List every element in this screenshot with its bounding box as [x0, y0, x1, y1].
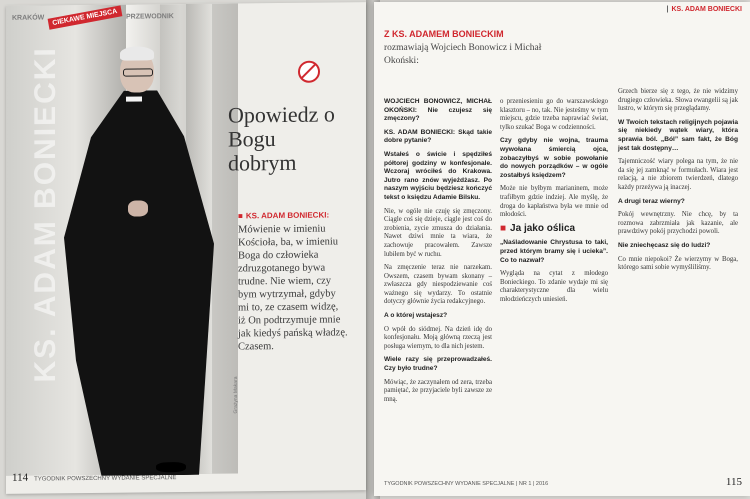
- interview-question: Czy gdyby nie wojna, trauma wywołana śmiercią ojca, zobaczyłbyś w sobie powołanie do nowych porządków – w ogóle zostałbyś księdzem?: [500, 137, 608, 179]
- interview-question: Wstałeś o świcie i spędziłeś półtorej godziny w konfesjonale. Wczoraj wróciłeś do Krakowa. Jutro rano znów wyjeżdżasz. Po naszym wyjściu będziesz kończyć tekst o księdzu Adamie Bilsku.: [384, 150, 492, 201]
- interview-answer: Co mnie niepokoi? Że wierzymy w Boga, którego sami sobie wymyśliliśmy.: [618, 255, 738, 272]
- subhead-text: Ja jako oślica: [510, 222, 576, 234]
- left-page: [6, 2, 366, 494]
- pull-quote: Mówienie w imieniu Kościoła, ba, w imieniu Boga do człowieka zdruzgotanego bywa trudne. Nie wiem, czy bym wytrzymał, gdyby mi to, ze czasem widzę, iż On podtrzymuje mnie jak kiedyś pańską władzę. Czasem.: [238, 223, 348, 353]
- article-intro: [384, 28, 544, 68]
- running-head-text: KS. ADAM BONIECKI: [671, 6, 742, 13]
- interview-question: „Naśladowanie Chrystusa to taki, przed którym bramy się i ucieka”. Co to nazwał?: [500, 239, 608, 264]
- interview-answer: Nie, w ogóle nie czuję się zmęczony. Ciągle coś się dzieje, ciągle jest coś do zrobienia, zycie zmusza do działania. Nawet dziwi mnie ta wiara, że zachowuje pracowałem. Zawsze lubiłem być w ruchu.: [384, 207, 492, 258]
- priest-hair: [120, 46, 154, 60]
- text-column-1: [384, 98, 492, 409]
- intro-interviewers: rozmawiają Wojciech Bonowicz i Michał Okoński:: [384, 43, 542, 66]
- running-head: [667, 6, 743, 13]
- section-tab-label: KRAKÓW: [12, 13, 45, 22]
- interview-answer: Grzech bierze się z tego, że nie widzimy drugiego człowieka. Słowa ewangelii są jak lustro, w którym się przeglądamy.: [618, 88, 738, 113]
- publication-name: TYGODNIK POWSZECHNY WYDANIE SPECJALNE | NR 1 | 2016: [384, 481, 549, 487]
- interview-question: Nie zniechęcasz się do ludzi?: [618, 241, 711, 249]
- interview-answer: O wpół do siódmej. Na dzień idę do konfesjonału. Moją główną rzeczą jest posługa wiernym, to dla nich jestem.: [384, 325, 492, 350]
- interview-question: KS. ADAM BONIECKI: Skąd takie dobre pytanie?: [384, 128, 492, 145]
- interview-question: WOJCIECH BONOWICZ, MICHAŁ OKOŃSKI: Nie czujesz się zmęczony?: [384, 98, 492, 123]
- section-subhead: [500, 222, 608, 234]
- left-folio: [12, 470, 176, 484]
- right-folio: [384, 476, 742, 488]
- right-page: [374, 2, 750, 496]
- pull-quote-author: [238, 211, 329, 221]
- text-column-3: [618, 88, 738, 278]
- interview-answer: Wygląda na cytat z młodego Bonieckiego. To zdanie wydaje mi się charakterystyczne dla wielu młodzieńczych uniesień.: [500, 270, 608, 303]
- page-number: 114: [12, 471, 29, 484]
- interview-question: Wiele razy się przeprowadzałeś. Czy było trudne?: [384, 356, 492, 373]
- publication-name: TYGODNIK POWSZECHNY WYDANIE SPECJALNE: [34, 475, 177, 483]
- vertical-name: KS. ADAM BONIECKI: [29, 46, 62, 383]
- photo-credit: Grażyna Makara: [233, 376, 239, 414]
- text-column-2: [500, 98, 608, 309]
- priest-collar: [126, 96, 142, 101]
- interview-question: A o której wstajesz?: [384, 312, 448, 320]
- section-badge: CIEKAWE MIEJSCA: [48, 5, 123, 29]
- article-headline: Opowiedz o Bogu dobrym: [228, 101, 335, 176]
- interview-question: W Twoich tekstach religijnych pojawia się niekiedy wątek wiary, która sprawia ból. „Ból” sam fakt, że Bóg jest tak dostępny…: [618, 118, 738, 152]
- interview-answer: Na zmęczenie teraz nie narzekam. Owszem, czasem bywam skonany – zwłaszcza gdy niespodziewanie coś ważnego się wydarzy. To ostatnie dotyczy głównie życia redakcyjnego.: [384, 264, 492, 306]
- interview-answer: Może nie byłbym marianinem, może trafiłbym gdzie indziej. Ale myślę, że droga do kapłaństwa była we mnie od młodości.: [500, 185, 608, 219]
- page-number: 115: [725, 476, 742, 488]
- intro-interviewee: Z KS. ADAMEM BONIECKIM: [384, 29, 504, 39]
- quote-marker-icon: ■: [238, 211, 243, 221]
- pull-quote-author-name: KS. ADAM BONIECKI:: [245, 210, 330, 221]
- running-head-bar: |: [666, 6, 669, 13]
- interview-answer: o przeniesieniu go do warszawskiego klasztoru – no, tak. Nie jesteśmy w tym miejscu, gdzie trzeba naprawiać świat, tylko szukać Boga w codzienności.: [500, 98, 608, 131]
- interview-answer: Mówiąc, że zaczynałem od zera, trzeba pamiętać, że przyjaciele byli zawsze ze mną.: [384, 378, 492, 403]
- glasses-icon: [123, 68, 153, 76]
- section-tab: [6, 8, 180, 26]
- interview-answer: Tajemniczość wiary polega na tym, że nie da się jej zamknąć w formułach. Wiara jest relacją, a nie zbiorem twierdzeń, dlatego każdy przeżywa ją inaczej.: [618, 158, 738, 191]
- priest-hands: [128, 200, 148, 216]
- no-smoking-icon: [298, 61, 320, 83]
- subhead-marker-icon: ■: [500, 222, 507, 234]
- section-tail: PRZEWODNIK: [126, 12, 174, 21]
- interview-question: A drugi teraz wierny?: [618, 197, 685, 205]
- interview-answer: Pokój wewnętrzny. Nie chcę, by ta rozmowa zabrzmiała jak kazanie, ale prawdziwy pokój przychodzi powoli.: [618, 211, 738, 236]
